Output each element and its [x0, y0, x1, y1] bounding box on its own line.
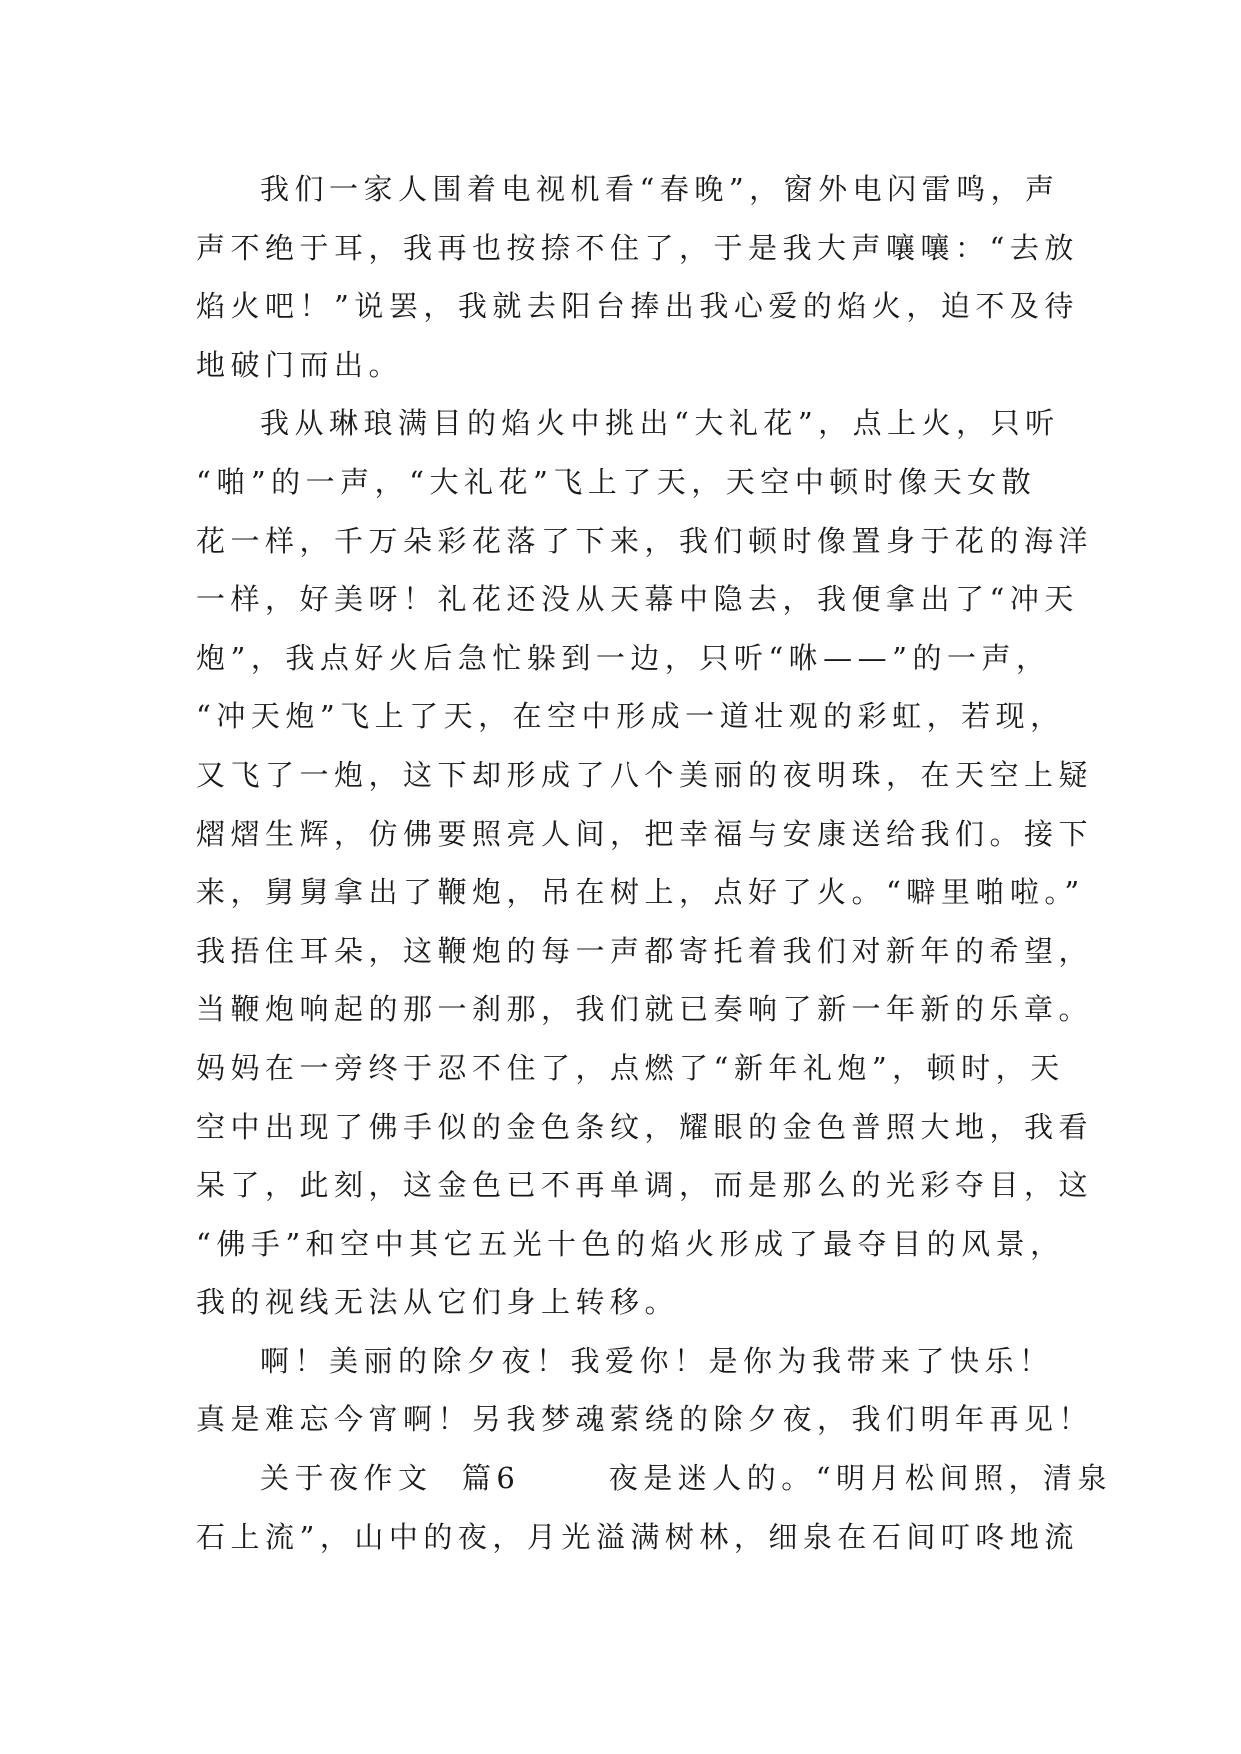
text-line: 地破门而出。 [196, 347, 404, 382]
text-line: 一样，好美呀！礼花还没从天幕中隐去，我便拿出了“冲天 [196, 582, 1079, 617]
text-line: 关于夜作文 篇6 夜是迷人的。“明月松间照，清泉 [260, 1461, 1113, 1496]
text-line: 我捂住耳朵，这鞭炮的每一声都寄托着我们对新年的希望， [196, 933, 1094, 968]
text-line: “啪”的一声，“大礼花”飞上了天，天空中顿时像天女散 [196, 464, 1037, 499]
text-line: 石上流”，山中的夜，月光溢满树林，细泉在石间叮咚地流 [196, 1519, 1079, 1554]
text-line: 炮”，我点好火后急忙躲到一边，只听“咻——”的一声， [196, 640, 1051, 675]
text-line: 我的视线无法从它们身上转移。 [196, 1285, 680, 1320]
text-line: 又飞了一炮，这下却形成了八个美丽的夜明珠，在天空上疑 [196, 757, 1094, 792]
text-line: 空中出现了佛手似的金色条纹，耀眼的金色普照大地，我看 [196, 1109, 1094, 1144]
text-line: 当鞭炮响起的那一刹那，我们就已奏响了新一年新的乐章。 [196, 992, 1094, 1027]
text-line: “佛手”和空中其它五光十色的焰火形成了最夺目的风景， [196, 1226, 1065, 1261]
text-line: 来，舅舅拿出了鞭炮，吊在树上，点好了火。“噼里啪啦。” [196, 875, 1085, 910]
text-line: 我从琳琅满目的焰火中挑出“大礼花”，点上火，只听 [260, 406, 1060, 441]
text-line: 呆了，此刻，这金色已不再单调，而是那么的光彩夺目，这 [196, 1168, 1094, 1203]
text-line: 我们一家人围着电视机看“春晚”，窗外电闪雷鸣，声 [260, 172, 1060, 206]
text-line: 花一样，千万朵彩花落了下来，我们顿时像置身于花的海洋 [196, 523, 1094, 558]
document-body [196, 160, 1113, 1566]
text-line: 熠熠生辉，仿佛要照亮人间，把幸福与安康送给我们。接下 [196, 816, 1094, 851]
text-line: 妈妈在一旁终于忍不住了，点燃了“新年礼炮”，顿时，天 [196, 1050, 1065, 1085]
text-line: “冲天炮”飞上了天，在空中形成一道壮观的彩虹，若现， [196, 699, 1065, 734]
text-line: 声不绝于耳，我再也按捺不住了，于是我大声嚷嚷：“去放 [196, 230, 1079, 265]
text-line: 真是难忘今宵啊！另我梦魂萦绕的除夕夜，我们明年再见！ [196, 1402, 1094, 1437]
text-line: 啊！美丽的除夕夜！我爱你！是你为我带来了快乐！ [260, 1343, 1054, 1378]
text-line: 焰火吧！”说罢，我就去阳台捧出我心爱的焰火，迫不及待 [196, 289, 1079, 324]
